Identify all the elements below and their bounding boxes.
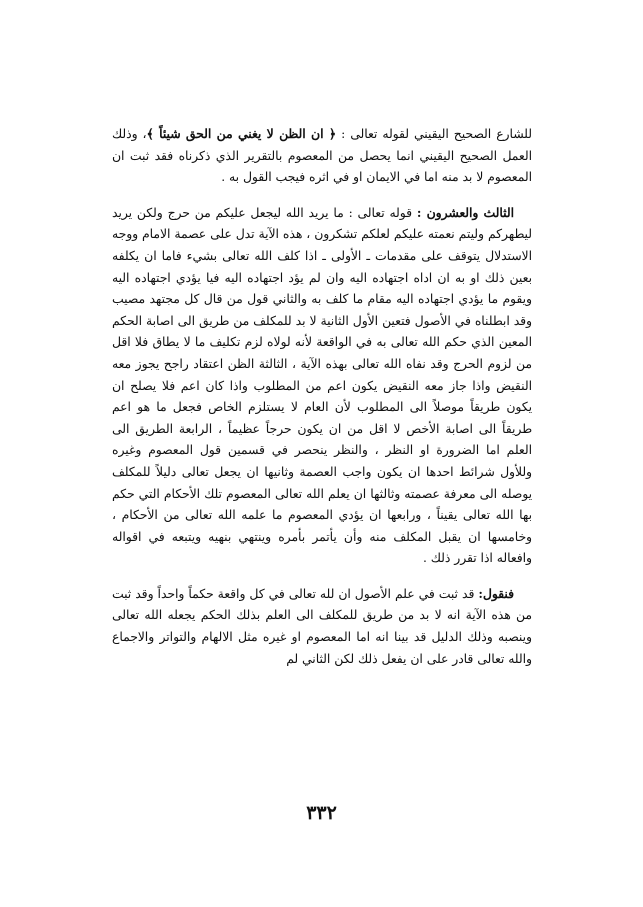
paragraph-1-lead: للشارع الصحيح اليقيني لقوله تعالى : xyxy=(336,127,533,141)
main-text xyxy=(112,123,532,670)
page-number: ٣٣٢ xyxy=(306,802,337,824)
quran-quote: ﴿ ان الظن لا يغني من الحق شيئاً ﴾ xyxy=(146,126,337,141)
paragraph-1-rest: ، وذلك العمل الصحيح اليقيني انما يحصل من المعصوم بالتقرير الذي ذكرناه فقد ثبت ان المعصوم لا بد منه اما في الايمان او في اثره فيجب القول به . xyxy=(112,127,532,185)
paragraph-3-body: قد ثبت في علم الأصول ان لله تعالى في كل واقعة حكماً واحداً وقد ثبت من هذه الآية انه لا بد من طريق للمكلف الى العلم بذلك الحكم يجعله الله تعالى وينصبه وذلك الدليل قد بينا انه اما المعصوم او غيره مثل الالهام والتواتر والاجماع والله تعالى قادر على ان يفعل ذلك لكن الثاني لم xyxy=(112,586,532,666)
paragraph-2-body: قوله تعالى : ما يريد الله ليجعل عليكم من حرج ولكن يريد ليطهركم وليتم نعمته عليكم لعلكم تشكرون ، هذه الآية تدل على عصمة الامام ووجه الاستدلال يتوقف على مقدمات ـ الأولى ـ اذا كلف الله تعالى بشيء فاما ان يكلفه بعين ذلك او به ان اداه اجتهاده اليه وان لم يؤد اجتهاده اليه فيا يؤدي اجتهاده اليه ويقوم ما يؤدي اجتهاده اليه مقام ما كلف به والثاني قول من قال كل مجتهد مصيب وقد ابطلناه في الأصول فتعين الأول الثانية لا بد للمكلف من طريق الى اصابة الحكم المعين الذي حكم الله تعالى به في الواقعة لأنه لولاه لزم تكليف ما لا يطاق فلا اقل من لزوم الحرج وقد نفاه الله تعالى بهذه الآية ، الثالثة الظن اعتقاد راجح يجوز معه النقيض واذا جاز معه النقيض يكون اعم من المطلوب واذا كان اعم فلا يصلح ان يكون طريقاً موصلاً الى المطلوب لأن العام لا يستلزم الخاص فجعل ما هو اعم طريقاً الى اصابة الأخص لا اقل من ان يكون حرجاً عظيماً ، الرابعة الطريق الى العلم اما الضرورة او النظر ، والنظر ينحصر في قسمين قول المعصوم وغيره وللأول شرائط احدها ان يكون واجب العصمة وثانيها ان يجعل تعالى دليلاً للمكلف يوصله الى معرفة عصمته وثالثها ان يعلم الله تعالى المعصوم تلك الأحكام التي حكم بها الله تعالى يقيناً ، ورابعها ان يؤدي المعصوم ما علمه الله تعالى من الأحكام ، وخامسها ان يقبل المكلف منه وأن يأتمر بأمره وينتهي بنهيه ويتبعه في اقواله وافعاله اذا تقرر ذلك . xyxy=(112,205,532,566)
paragraph-3 xyxy=(112,583,532,670)
paragraph-3-heading: فنقول: xyxy=(478,585,514,601)
paragraph-1 xyxy=(112,123,532,189)
paragraph-2 xyxy=(112,202,532,570)
section-heading-23: الثالث والعشرون : xyxy=(416,204,514,220)
